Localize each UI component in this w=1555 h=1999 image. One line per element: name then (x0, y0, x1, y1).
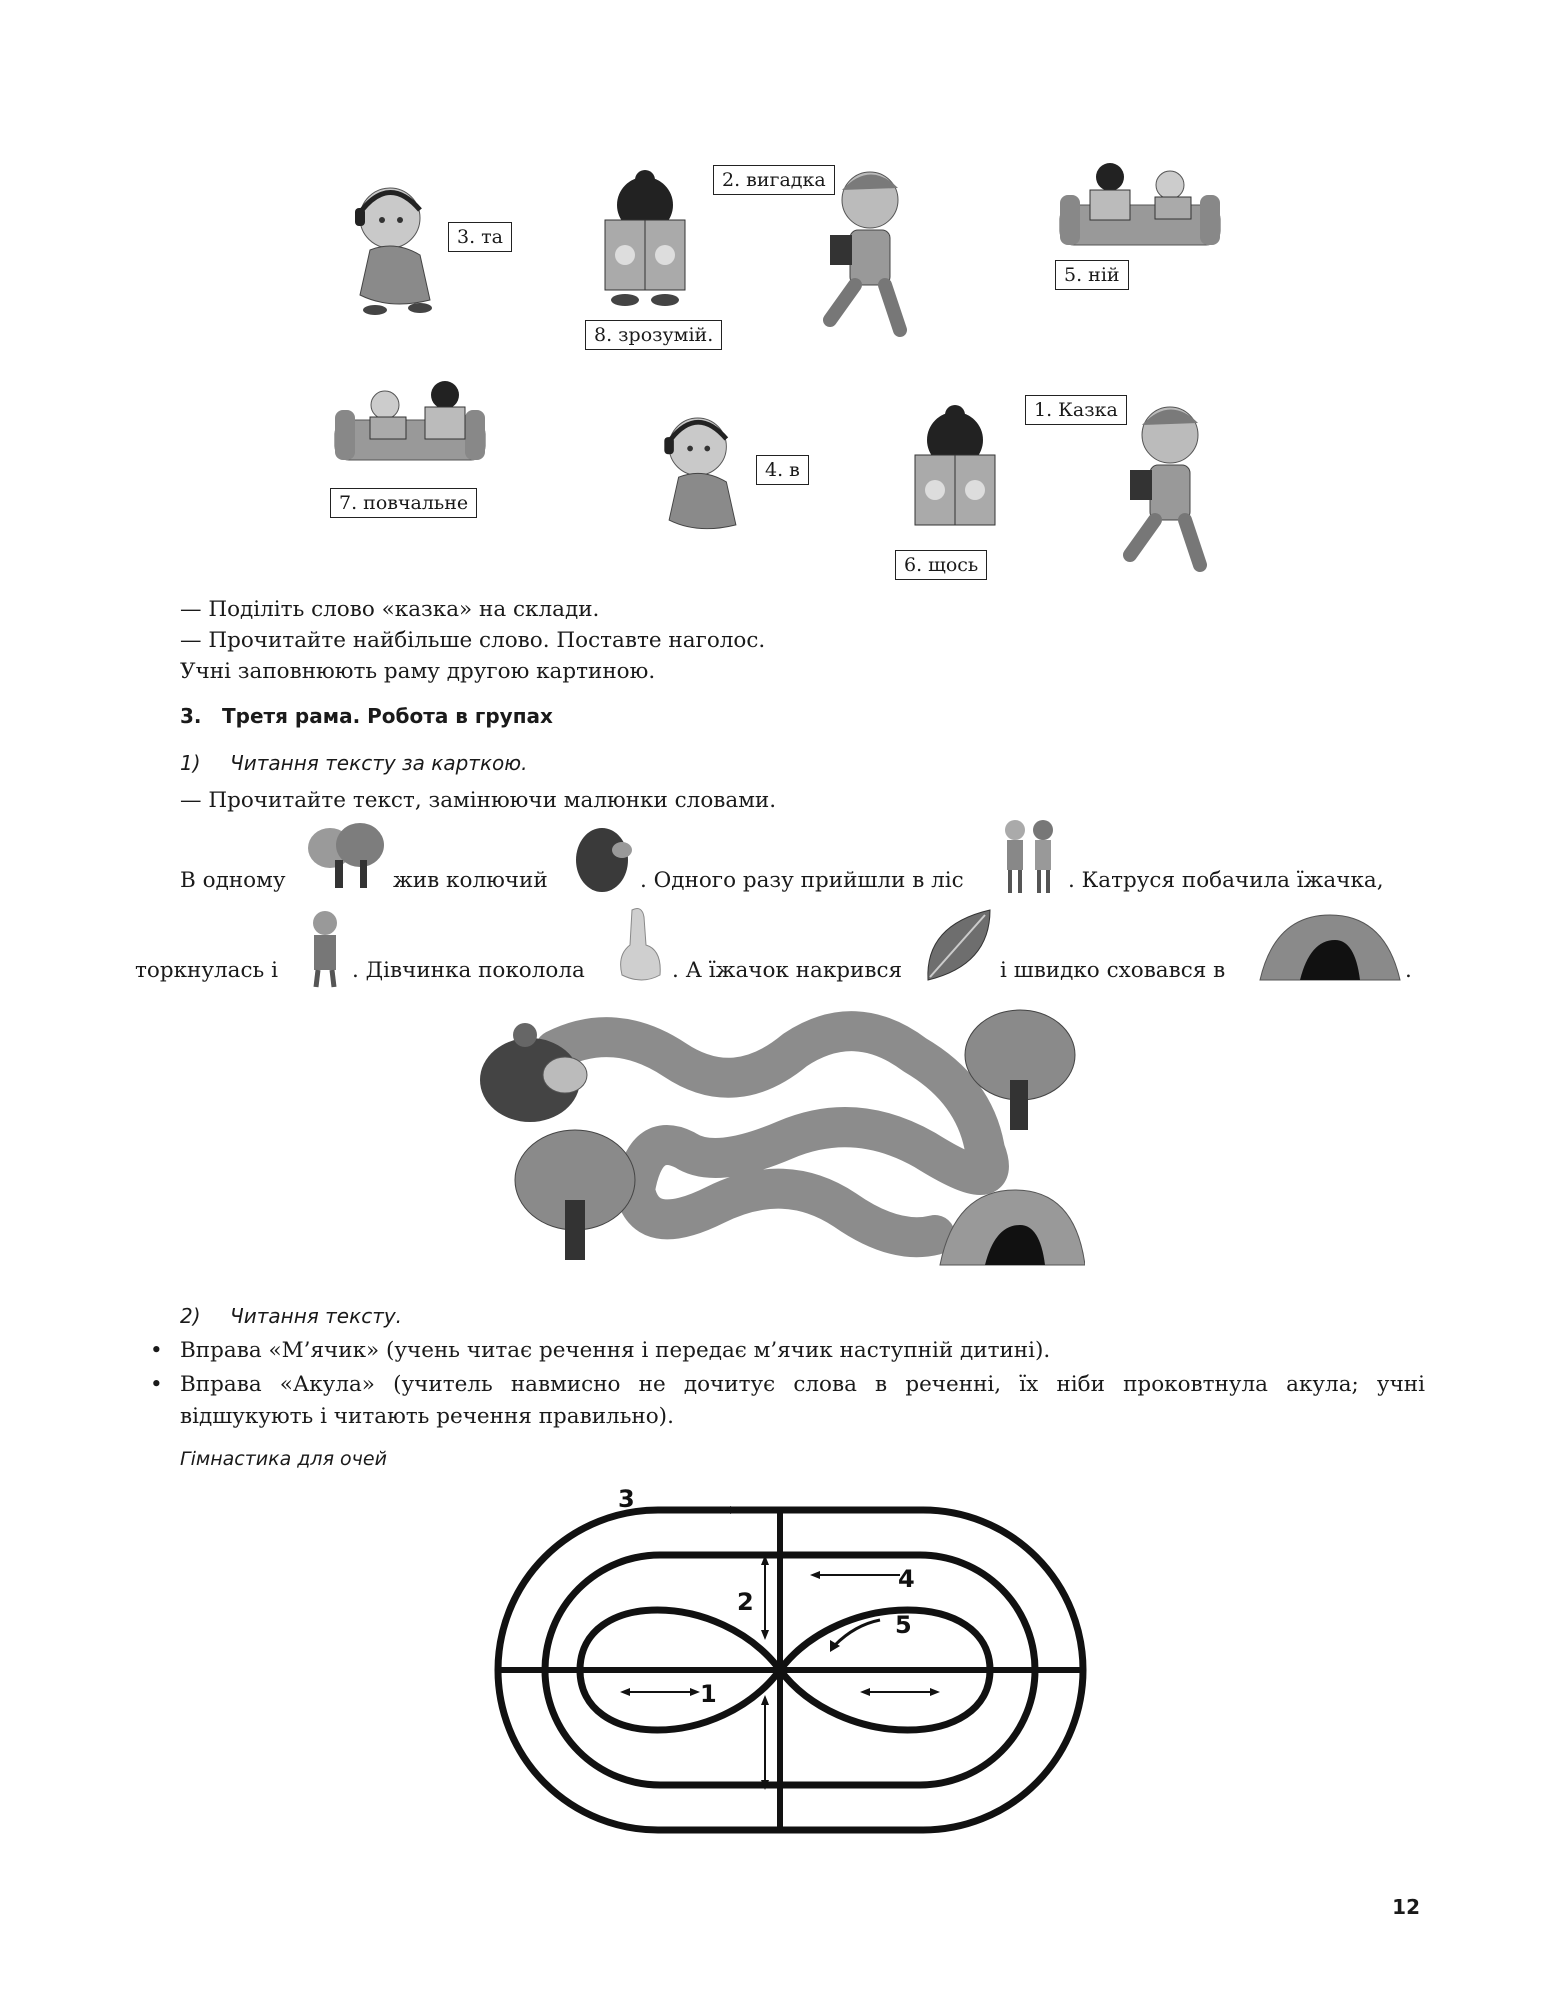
word-card-7: 7. повчальне (330, 488, 477, 518)
subsection-number: 2) (180, 1304, 201, 1328)
hedgehog-path-illustration (465, 1000, 1085, 1270)
cave-picture (1255, 910, 1405, 982)
story-text-1: В одному (180, 868, 286, 893)
diagram-number-1: 1 (700, 1680, 717, 1708)
story-text-9: . (1405, 958, 1412, 983)
subsection-1-heading (180, 747, 527, 779)
story-text-7: . А їжачок накрився (672, 958, 903, 983)
diagram-number-3: 3 (618, 1485, 635, 1513)
tree-picture (305, 820, 385, 892)
section-title: Третя рама. Робота в групах (222, 704, 553, 728)
story-text-4: . Катруся побачила їжачка, (1068, 868, 1384, 893)
section-3-heading (180, 700, 553, 732)
word-card-3: 3. та (448, 222, 512, 252)
question-1: — Поділіть слово «казка» на склади. (180, 597, 600, 622)
subsection-number: 1) (180, 751, 201, 775)
bullet-text-1: Вправа «М’ячик» (учень читає речення і передає м’ячик наступній дитині). (180, 1338, 1051, 1363)
word-card-8: 8. зрозумій. (585, 320, 722, 350)
girl-reading-illustration-2 (905, 395, 1005, 545)
bullet-text-2: Вправа «Акула» (учитель навмисно не дочитує слова в реченні, їх ніби проковтнула акула; учні (180, 1372, 1425, 1397)
bullet-text-2-cont: відшукують і читають речення правильно). (180, 1404, 674, 1429)
bullet-2: • (150, 1372, 163, 1397)
subsection-title: Читання тексту за карткою. (230, 751, 528, 775)
diagram-number-2: 2 (737, 1588, 754, 1616)
children-picture (995, 815, 1065, 895)
boy-tablet-illustration-2 (1100, 395, 1220, 575)
instruction: — Прочитайте текст, замінюючи малюнки словами. (180, 788, 777, 813)
word-card-6: 6. щось (895, 550, 987, 580)
word-card-2: 2. вигадка (713, 165, 835, 195)
diagram-number-5: 5 (895, 1611, 912, 1639)
story-text-2: жив колючий (393, 868, 548, 893)
bullet-1: • (150, 1338, 163, 1363)
sofa-readers-illustration-2 (330, 375, 490, 475)
word-card-1: 1. Казка (1025, 395, 1127, 425)
finger-picture (612, 905, 667, 985)
girl-reading-illustration (595, 160, 695, 310)
section-number: 3. (180, 704, 202, 728)
diagram-number-4: 4 (898, 1565, 915, 1593)
girl-headphones-illustration (340, 170, 450, 315)
subsection-title: Читання тексту. (230, 1304, 403, 1328)
girl-headphones-illustration-2 (650, 400, 755, 540)
eye-gymnastics-diagram (490, 1480, 1090, 1840)
page-number: 12 (1392, 1895, 1420, 1919)
story-text-3: . Одного разу прийшли в ліс (640, 868, 964, 893)
hedgehog-picture (572, 815, 637, 895)
boy-tablet-illustration (800, 160, 920, 340)
story-text-5: торкнулась і (135, 958, 278, 983)
question-2: — Прочитайте найбільше слово. Поставте наголос. (180, 628, 766, 653)
leaf-picture (920, 905, 995, 985)
gymnastics-heading: Гімнастика для очей (180, 1448, 387, 1470)
sofa-readers-illustration (1055, 155, 1225, 255)
word-card-5: 5. ній (1055, 260, 1129, 290)
subsection-2-heading (180, 1300, 402, 1332)
girl-touching-picture (300, 905, 350, 990)
word-card-4: 4. в (756, 455, 809, 485)
note-fill-frame: Учні заповнюють раму другою картиною. (180, 659, 656, 684)
story-text-8: і швидко сховався в (1000, 958, 1226, 983)
story-text-6: . Дівчинка поколола (352, 958, 585, 983)
